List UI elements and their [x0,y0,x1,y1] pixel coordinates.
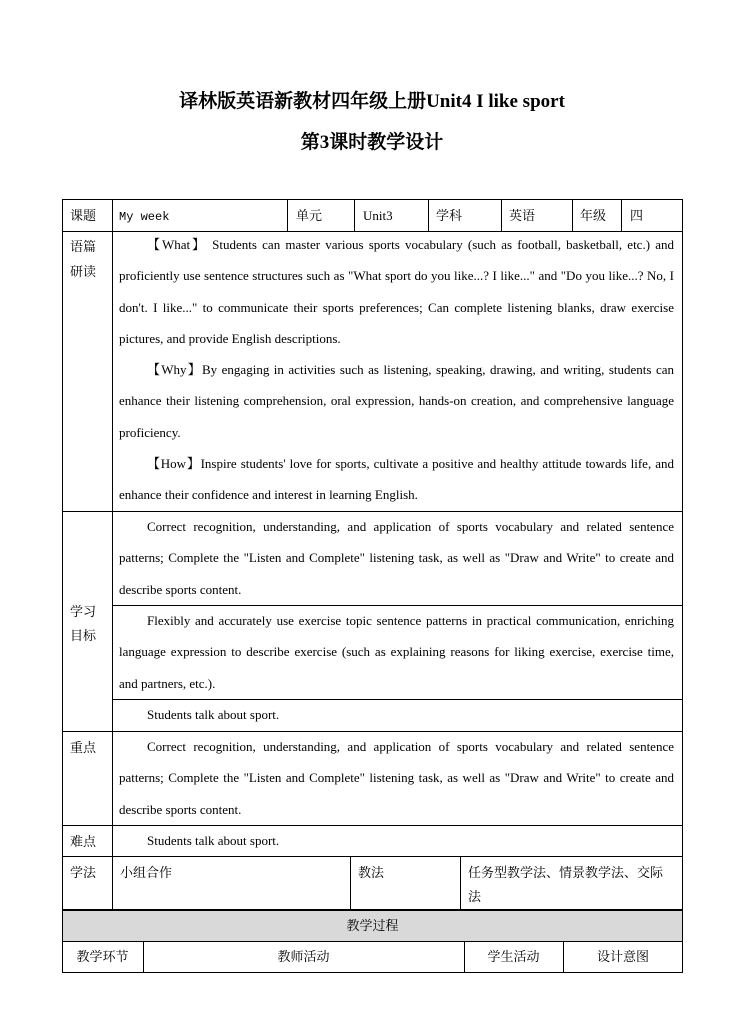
unit-value: Unit3 [363,208,393,223]
key-points-text: Correct recognition, understanding, and application of sports vocabulary and related sentence patterns; Complete the "Listen and Complete" listening task, as well as "Draw and Write" to create and describe sports content. [119,739,674,817]
goal-1: Correct recognition, understanding, and application of sports vocabulary and related sentence patterns; Complete the "Listen and Complete" listening task, as well as "Draw and Write" to create and describe sports content. [119,519,674,597]
col-student-header: 学生活动 [487,949,540,964]
col-divider [460,856,461,910]
learning-method-value: 小组合作 [120,865,173,880]
grade-value: 四 [630,208,644,223]
teaching-method-value-1: 任务型教学法、情景教学法、交际 [468,865,664,880]
col-divider [350,856,351,910]
subject-value: 英语 [509,208,536,223]
col-stage-header: 教学环节 [76,949,129,964]
goals-label-2: 目标 [70,628,97,643]
col-teacher-header: 教师活动 [277,949,330,964]
col-divider [354,199,355,231]
goal-3: Students talk about sport. [147,707,280,722]
reading-label-2: 研读 [70,264,97,279]
goal-2: Flexibly and accurately use exercise topic sentence patterns in practical communication, enriching language expression to describe exercise (such as explaining reasons for liking exercise, exercise time, and partners, etc.). [119,613,674,691]
col-divider [428,199,429,231]
difficulties-text: Students talk about sport. [147,833,280,848]
col-divider [287,199,288,231]
teaching-method-value-2: 法 [468,889,482,904]
col-divider [621,199,622,231]
difficulties-label: 难点 [70,834,97,849]
goals-label-1: 学习 [70,604,97,619]
col-divider [501,199,502,231]
grade-label: 年级 [580,208,607,223]
reading-label-1: 语篇 [70,239,97,254]
col-design-header: 设计意图 [596,949,649,964]
col-divider [112,199,113,910]
col-divider [572,199,573,231]
subject-label: 学科 [436,208,463,223]
reading-what: 【What】 Students can master various sports vocabulary (such as football, basketball, etc.) and proficiently use sentence structures such as "What sport do you like...? I like..." and "Do you like...? No, I don't. I like..." to communicate their sports preferences; Can complete listening blanks, draw exercise pictures, and provide English descriptions. [119,237,674,346]
teaching-method-label: 教法 [358,865,385,880]
topic-value: My week [119,210,170,224]
document-title: 译林版英语新教材四年级上册Unit4 I like sport [179,91,565,112]
learning-method-label: 学法 [70,865,97,880]
key-points-label: 重点 [70,740,97,755]
topic-label: 课题 [70,208,97,223]
reading-why: 【Why】By engaging in activities such as listening, speaking, drawing, and writing, students can enhance their listening comprehension, oral expression, hands-on creation, and comprehensive language proficiency. [119,362,674,440]
reading-how: 【How】Inspire students' love for sports, cultivate a positive and healthy attitude towards life, and enhance their confidence and interest in learning English. [119,456,674,503]
process-header-title: 教学过程 [346,918,399,933]
unit-label: 单元 [296,208,323,223]
document-subtitle: 第3课时教学设计 [300,132,444,153]
